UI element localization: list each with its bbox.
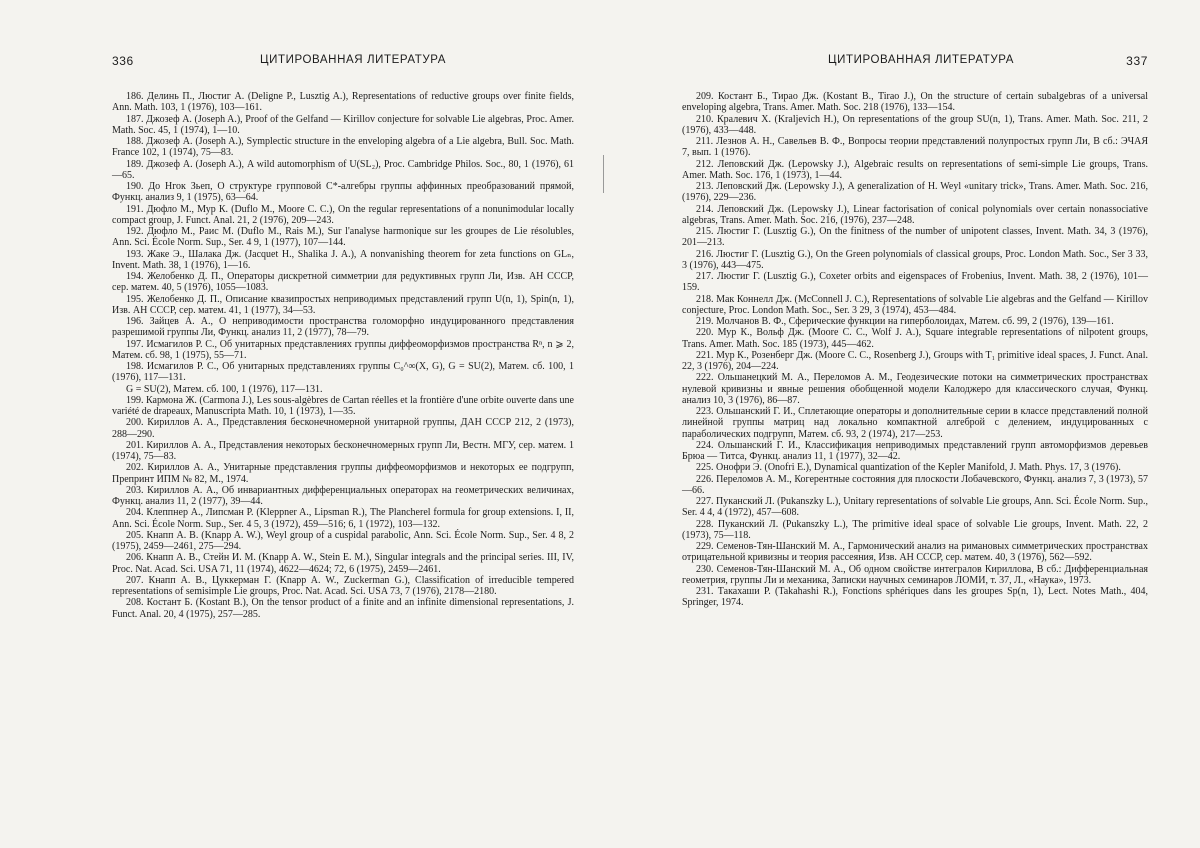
left-page-number: 336 <box>112 54 134 68</box>
reference-entry: 208. Костант Б. (Kostant B.), On the tensor product of a finite and an infinite dimensional representations, J. Funct. Anal. 20, 4 (1975), 257—285. <box>112 597 574 620</box>
reference-entry: 205. Кнапп А. В. (Knapp A. W.), Weyl group of a cuspidal parabolic, Ann. Sci. École Norm. Sup., Ser. 4 8, 2 (1975), 2459—2461, 275—294. <box>112 529 574 552</box>
reference-entry: 222. Ольшанецкий М. А., Переломов А. М., Геодезические потоки на симметрических пространствах нулевой кривизны и явные решения обобщенной модели Калоджеро для классического случая, Функц. анализ 10, 3 (1976), 86—87. <box>682 372 1148 406</box>
reference-entry: 212. Леповский Дж. (Lepowsky J.), Algebraic results on representations of semi-simple Lie groups, Trans. Amer. Math. Soc. 176, 1 (1973), 1—44. <box>682 158 1148 181</box>
right-running-head: ЦИТИРОВАННАЯ ЛИТЕРАТУРА <box>828 54 1015 66</box>
left-page-header <box>112 54 574 76</box>
reference-entry: G = SU(2), Матем. сб. 100, 1 (1976), 117—131. <box>126 383 323 395</box>
reference-entry: 186. Делинь П., Люстиг А. (Deligne P., Lusztig A.), Representations of reductive groups over finite fields, Ann. Math. 103, 1 (1976), 103—161. <box>112 91 574 114</box>
reference-entry: 192. Дюфло М., Раис М. (Duflo M., Rais M.), Sur l'analyse harmonique sur les groupes de Lie résolubles, Ann. Sci. École Norm. Sup., Ser. 4 9, 1 (1977), 107—144. <box>112 226 574 249</box>
reference-entry: 229. Семенов-Тян-Шанский М. А., Гармонический анализ на римановых симметрических пространствах отрицательной кривизны и теория рассеяния, Изв. АН СССР, сер. матем. 40, 3 (1976), 562—592. <box>682 541 1148 564</box>
reference-entry: 210. Кралевич Х. (Kraljevich H.), On representations of the group SU(n, 1), Trans. Amer. Math. Soc. 211, 2 (1976), 433—448. <box>682 113 1148 136</box>
right-reference-list <box>682 91 1148 609</box>
reference-entry: 215. Люстиг Г. (Lusztig G.), On the finitness of the number of unipotent classes, Invent. Math. 34, 3 (1976), 201—213. <box>682 226 1148 249</box>
reference-entry: 195. Желобенко Д. П., Описание квазипростых неприводимых представлений групп U(n, 1), Spin(n, 1), Изв. АН СССР, сер. матем. 41, 1 (1977), 34—53. <box>112 293 574 316</box>
reference-entry: 228. Пуканский Л. (Pukanszky L.), The primitive ideal space of solvable Lie groups, Invent. Math. 22, 2 (1973), 75—118. <box>682 518 1148 541</box>
reference-entry: 190. До Нгок Зьеп, О структуре групповой C*-алгебры группы аффинных преобразований прямой, Функц. анализ 9, 1 (1975), 63—64. <box>112 181 574 204</box>
reference-entry: 211. Лезнов А. Н., Савельев В. Ф., Вопросы теории представлений полупростых групп Ли, В сб.: ЭЧАЯ 7, вып. 1 (1976). <box>682 136 1148 159</box>
reference-entry: 202. Кириллов А. А., Унитарные представления группы диффеоморфизмов и некоторых ее подгрупп, Препринт ИПМ № 82, М., 1974. <box>112 462 574 485</box>
reference-entry: 226. Переломов А. М., Когерентные состояния для плоскости Лобачевского, Функц. анализ 7, 3 (1973), 57—66. <box>682 473 1148 496</box>
reference-entry: 227. Пуканский Л. (Pukanszky L.), Unitary representations of solvable Lie groups, Ann. Sci. École Norm. Sup., Ser. 4 4, 4 (1972), 457—608. <box>682 496 1148 519</box>
reference-entry: 187. Джозеф А. (Joseph A.), Proof of the Gelfand — Kirillov conjecture for solvable Lie algebras, Proc. Amer. Math. Soc. 45, 1 (1974), 1—10. <box>112 113 574 136</box>
right-page-header <box>682 54 1148 76</box>
reference-entry: 194. Желобенко Д. П., Операторы дискретной симметрии для редуктивных групп Ли, Изв. АН СССР, сер. матем. 40, 5 (1976), 1055—1083. <box>112 271 574 294</box>
reference-entry: 213. Леповский Дж. (Lepowsky J.), A generalization of H. Weyl «unitary trick», Trans. Amer. Math. Soc. 216, (1976), 229—236. <box>682 181 1148 204</box>
reference-entry: 221. Мур К., Розенберг Дж. (Moore C. C., Rosenberg J.), Groups with T₁ primitive ideal spaces, J. Funct. Anal. 22, 3 (1976), 204—224. <box>682 349 1148 372</box>
reference-entry: 216. Люстиг Г. (Lusztig G.), On the Green polynomials of classical groups, Proc. London Math. Soc., Ser 3 33, 3 (1976), 443—475. <box>682 248 1148 271</box>
reference-entry: 231. Такахаши Р. (Takahashi R.), Fonctions sphériques dans les groupes Sp(n, 1), Lect. Notes Math., 404, Springer, 1974. <box>682 586 1148 609</box>
right-page <box>600 0 1200 848</box>
reference-entry: 204. Клеппнер А., Липсман Р. (Kleppner A., Lipsman R.), The Plancherel formula for group extensions. I, II, Ann. Sci. École Norm. Sup., Ser. 4 5, 3 (1972), 459—516; 6, 1 (1972), 103—132. <box>112 507 574 530</box>
reference-entry: 207. Кнапп А. В., Цуккерман Г. (Knapp A. W., Zuckerman G.), Classification of irreducible tempered representations of semisimple Lie groups, Proc. Nat. Acad. Sci. USA 73, 7 (1976), 2178—2180. <box>112 574 574 597</box>
reference-entry: 189. Джозеф А. (Joseph A.), A wild automorphism of U(SL₂), Proc. Cambridge Philos. Soc., 80, 1 (1976), 61—65. <box>112 158 574 181</box>
reference-entry: 218. Мак Коннелл Дж. (McConnell J. C.), Representations of solvable Lie algebras and the Gelfand — Kirillov conjecture, Proc. London Math. Soc., Ser. 3 29, 3 (1974), 453—484. <box>682 293 1148 316</box>
reference-entry: 214. Леповский Дж. (Lepowsky J.), Linear factorisation of conical polynomials over certain nonassociative algebras, Trans. Amer. Math. Soc. 216, (1976), 237—248. <box>682 203 1148 226</box>
left-running-head: ЦИТИРОВАННАЯ ЛИТЕРАТУРА <box>260 54 447 66</box>
reference-entry: 188. Джозеф А. (Joseph A.), Symplectic structure in the enveloping algebra of a Lie algebra, Bull. Soc. Math. France 102, 1 (1974), 75—83. <box>112 136 574 159</box>
reference-entry: 200. Кириллов А. А., Представления бесконечномерной унитарной группы, ДАН СССР 212, 2 (1973), 288—290. <box>112 417 574 440</box>
reference-entry: 193. Жаке Э., Шалака Дж. (Jacquet H., Shalika J. A.), A nonvanishing theorem for zeta functions on GLₙ, Invent. Math. 38, 1 (1976), 1—16. <box>112 248 574 271</box>
reference-entry: 196. Зайцев А. А., О неприводимости пространства голоморфно индуцированного представления разрешимой группы Ли, Функц. анализ 11, 2 (1977), 78—79. <box>112 316 574 339</box>
reference-entry: 224. Ольшанский Г. И., Классификация неприводимых представлений групп автоморфизмов деревьев Брюа — Титса, Функц. анализ 11, 1 (1977), 32—42. <box>682 439 1148 462</box>
reference-entry: 198. Исмагилов Р. С., Об унитарных представлениях группы C₀^∞(X, G), G = SU(2), Матем. сб. 100, 1 (1976), 117—131. <box>112 361 574 384</box>
reference-entry: 209. Костант Б., Тирао Дж. (Kostant B., Tirao J.), On the structure of certain subalgebras of a universal enveloping algebra, Trans. Amer. Math. Soc. 218 (1976), 133—154. <box>682 91 1148 114</box>
reference-entry: 217. Люстиг Г. (Lusztig G.), Coxeter orbits and eigenspaces of Frobenius, Invent. Math. 38, 2 (1976), 101—159. <box>682 271 1148 294</box>
reference-entry: 199. Кармона Ж. (Carmona J.), Les sous-algèbres de Cartan réelles et la frontière d'une orbite ouverte dans une variété de drapeaux, Manuscripta Math. 10, 1 (1973), 1—35. <box>112 394 574 417</box>
reference-entry: 219. Молчанов В. Ф., Сферические функции на гиперболоидах, Матем. сб. 99, 2 (1976), 139—161. <box>696 316 1114 327</box>
reference-entry: 225. Онофри Э. (Onofri E.), Dynamical quantization of the Kepler Manifold, J. Math. Phys. 17, 3 (1976). <box>696 462 1121 474</box>
reference-entry: 201. Кириллов А. А., Представления некоторых бесконечномерных групп Ли, Вестн. МГУ, сер. матем. 1 (1974), 75—83. <box>112 439 574 462</box>
reference-entry: 220. Мур К., Вольф Дж. (Moore C. C., Wolf J. A.), Square integrable representations of nilpotent groups, Trans. Amer. Math. Soc. 185 (1973), 445—462. <box>682 327 1148 350</box>
reference-entry: 191. Дюфло М., Мур К. (Duflo M., Moore C. C.), On the regular representations of a nonunimodular locally compact group, J. Funct. Anal. 21, 2 (1976), 209—243. <box>112 203 574 226</box>
reference-entry: 203. Кириллов А. А., Об инвариантных дифференциальных операторах на геометрических величинах, Функц. анализ 11, 2 (1977), 39—44. <box>112 484 574 507</box>
reference-entry: 197. Исмагилов Р. С., Об унитарных представлениях группы диффеоморфизмов пространства Rⁿ, n ⩾ 2, Матем. сб. 98, 1 (1975), 55—71. <box>112 338 574 361</box>
right-page-number: 337 <box>1126 54 1148 68</box>
reference-entry: 230. Семенов-Тян-Шанский М. А., Об одном свойстве интегралов Кириллова, В сб.: Дифференциальная геометрия, группы Ли и механика, Записки научных семинаров ЛОМИ, т. 37, Л., «Наука», 1973. <box>682 563 1148 586</box>
left-reference-list <box>112 91 574 620</box>
reference-entry: 223. Ольшанский Г. И., Сплетающие операторы и дополнительные серии в классе представлений полной линейной группы матриц над локально компактной алгеброй с делением, индуцированных с параболических подгрупп, Матем. сб. 93, 2 (1974), 217—253. <box>682 406 1148 440</box>
reference-entry: 206. Кнапп А. В., Стейн И. М. (Knapp A. W., Stein E. M.), Singular integrals and the principal series. III, IV, Proc. Nat. Acad. Sci. USA 71, 11 (1974), 4622—4624; 72, 6 (1975), 2459—2461. <box>112 552 574 575</box>
